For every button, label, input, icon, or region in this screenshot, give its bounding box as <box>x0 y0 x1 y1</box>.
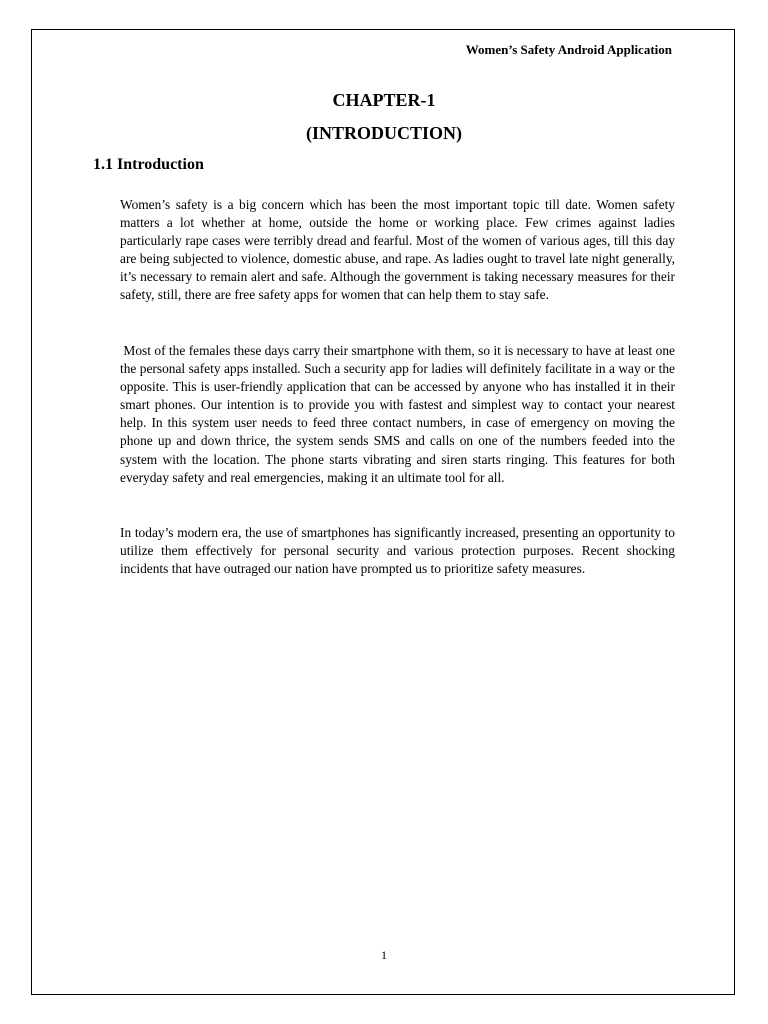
chapter-subtitle: (INTRODUCTION) <box>305 123 462 143</box>
paragraph-2: Most of the females these days carry their smartphone with them, so it is necessary to have at least one the personal safety apps installed. Such a security app for ladies will definitely facilitate in a way or the opposite. This is user-friendly application that can be accessed by anyone who has installed it in their smart phones. Our intention is to provide you with fastest and simplest way to contact your nearest help. In this system user needs to feed three contact numbers, in case of emergency on moving the phone up and down thrice, the system sends SMS and calls on one of the numbers feeded into the system with the location. The phone starts vibrating and siren starts ringing. This features for both everyday safety and real emergencies, making it an ultimate tool for all. <box>120 343 679 485</box>
running-header: Women’s Safety Android Application <box>465 42 672 57</box>
chapter-title: CHAPTER-1 <box>332 90 436 110</box>
page-number: 1 <box>381 948 387 962</box>
paragraph-1: Women’s safety is a big concern which has been the most important topic till date. Women safety matters a lot whether at home, outside the home or working place. Few crimes against ladies particularly rape cases were terribly dread and fearful. Most of the women of various ages, till this day are being subjected to violence, domestic abuse, and rape. As ladies ought to travel late night generally, it’s necessary to remain alert and safe. Although the government is taking necessary measures for their safety, still, there are free safety apps for women that can help them to stay safe. <box>120 197 675 303</box>
section-heading: 1.1 Introduction <box>93 156 204 173</box>
paragraph-3: In today’s modern era, the use of smartphones has significantly increased, presenting an opportunity to utilize them effectively for personal security and various protection purposes. Recent shocking incidents that have outraged our nation have prompted us to prioritize safety measures. <box>120 525 675 577</box>
